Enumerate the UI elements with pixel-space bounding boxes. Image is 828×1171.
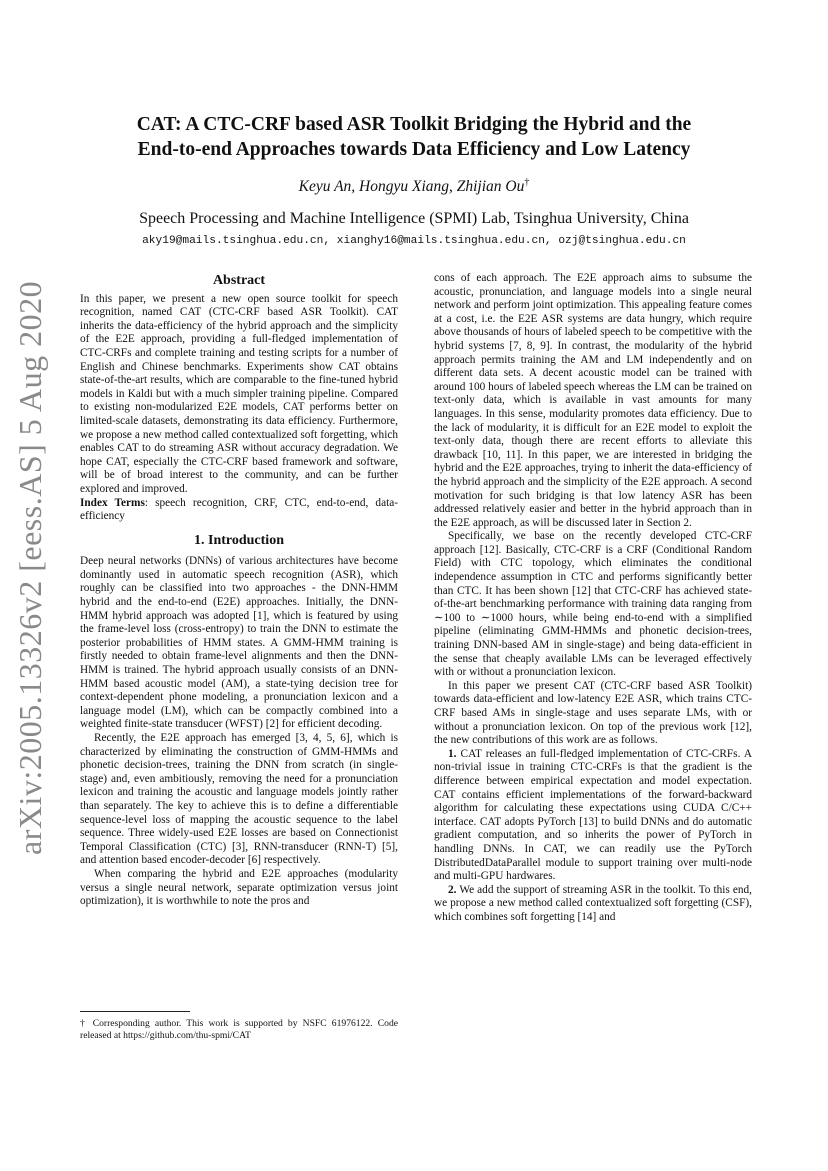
right-paragraph-1: cons of each approach. The E2E approach aims to subsume the acoustic, pronunciation, and language models into a single neural network and perform joint optimization. This appealing feature comes at a cost, i.e. the E2E ASR systems are data hungry, which require above thousands of hours of labeled speech to be competitive with the hybrid systems [7, 8, 9]. In contrast, the modularity of the hybrid approach permits training the AM and LM independently and on different data sets. A decent acoustic model can be trained with around 100 hours of labeled speech whereas the LM can be trained on text-only data, which is available in vast amounts for many languages. In this sense, modularity promotes data efficiency. Due to the lack of modularity, it is difficult for an E2E model to exploit the text-only data, though there are recent efforts to alleviate this drawback [10, 11]. In this paper, we are interested in bridging the hybrid and the E2E approaches, trying to inherit the data-efficiency of the hybrid approach and the simplicity of the E2E approach. A second motivation for such bridging is that low latency ASR has been addressed relatively easier and better in the hybrid approach than in the E2E approach, as will be discussed later in Section 2. xyxy=(434,272,752,529)
contribution-1-text: CAT releases an full-fledged implementation of CTC-CRFs. A non-trivial issue in training CTC-CRFs is that the gradient is the difference between empirical expectation and model expectation. CAT contains efficient implementations of the forward-backward algorithm for calculating these expectations using CUDA C/C++ interface. CAT adopts PyTorch [13] to build DNNs and do automatic gradient computation, and so inherits the power of PyTorch in handling DNNs. In CAT, we can readily use the PyTorch DistributedDataParallel module to support training over multi-node and multi-GPU hardwares. xyxy=(434,747,752,883)
index-terms xyxy=(80,497,398,524)
intro-paragraph-3: When comparing the hybrid and E2E approaches (modularity versus a single neural network, separate optimization versus joint optimization), it is worthwhile to note the pros and xyxy=(80,867,398,908)
author-emails: aky19@mails.tsinghua.edu.cn, xianghy16@mails.tsinghua.edu.cn, ozj@tsinghua.edu.cn xyxy=(142,235,686,247)
abstract-heading: Abstract xyxy=(212,273,266,288)
right-paragraph-2: Specifically, we base on the recently developed CTC-CRF approach [12]. Basically, CTC-CRF is a CRF (Conditional Random Field) with CTC topology, which eliminates the conditional independence assumption in CTC and performs significantly better than CTC. It has been shown [12] that CTC-CRF has achieved state-of-the-art benchmarking performance with training data ranging from ∼100 to ∼1000 hours, while being end-to-end with a simplified pipeline (eliminating GMM-HMMs and phonetic decision-trees, training DNN-based AM in single-stage) and being data-efficient in the sense that cheaply available LMs can be leveraged effectively with or without a pronunciation lexicon. xyxy=(434,530,752,679)
footnote: † Corresponding author. This work is supported by NSFC 61976122. Code released at https://github.com/thu-spmi/CAT xyxy=(80,1018,398,1041)
authors xyxy=(80,177,748,196)
paper-title xyxy=(80,112,748,162)
index-terms-label: Index Terms xyxy=(80,496,145,509)
left-column xyxy=(80,272,398,909)
right-paragraph-3: In this paper we present CAT (CTC-CRF based ASR Toolkit) towards data-efficient and low-latency E2E ASR, which trains CTC-CRF based AMs in single-stage and uses separate LMs, with or without a pronunciation lexicon. On top of the previous work [12], the new contributions of this work are as follows. xyxy=(434,679,752,747)
right-column xyxy=(434,272,752,925)
title-line-2: End-to-end Approaches towards Data Efficiency and Low Latency xyxy=(137,139,691,160)
intro-heading: 1. Introduction xyxy=(194,532,284,548)
contribution-2 xyxy=(434,884,752,925)
arxiv-watermark: arXiv:2005.13326v2 [eess.AS] 5 Aug 2020 xyxy=(12,280,48,855)
intro-paragraph-2: Recently, the E2E approach has emerged [3, 4, 5, 6], which is characterized by eliminating the construction of GMM-HMMs and phonetic decision-trees, training the DNN from scratch (in single-stage) and, even ambitiously, removing the need for a pronunciation lexicon and training the acoustic and language models jointly rather than separately. The key to achieve this is to define a differentiable sequence-level loss of mapping the acoustic sequence to the label sequence. Three widely-used E2E losses are based on Connectionist Temporal Classification (CTC) [3], RNN-transducer (RNN-T) [5], and attention based encoder-decoder [6] respectively. xyxy=(80,732,398,867)
abstract-text: In this paper, we present a new open source toolkit for speech recognition, named CAT (CTC-CRF based ASR Toolkit). CAT inherits the data-efficiency of the hybrid approach and the simplicity of the E2E approach, providing a full-fledged implementation of CTC-CRFs and complete training and testing scripts for a number of English and Chinese benchmarks. Experiments show CAT obtains state-of-the-art results, which are comparable to the fine-tuned hybrid models in Kaldi but with a much simpler training pipeline. Compared to existing non-modularized E2E models, CAT performs better on limited-scale datasets, demonstrating its data efficiency. Furthermore, we propose a new method called contextualized soft forgetting, which enables CAT to do streaming ASR without accuracy degradation. We hope CAT, especially the CTC-CRF based framework and software, will be of broad interest to the community, and can be further explored and improved. xyxy=(80,292,398,495)
author-names: Keyu An, Hongyu Xiang, Zhijian Ou xyxy=(298,178,525,196)
footnote-rule xyxy=(80,1011,190,1012)
affiliation: Speech Processing and Machine Intelligence (SPMI) Lab, Tsinghua University, China xyxy=(139,210,689,227)
intro-paragraph-1: Deep neural networks (DNNs) of various architectures have become dominantly used in automatic speech recognition (ASR), which roughly can be classified into two approaches - the DNN-HMM hybrid and the end-to-end (E2E) approaches. Initially, the DNN-HMM hybrid approach was adopted [1], which is featured by using the frame-level loss (cross-entropy) to train the DNN to estimate the posterior probabilities of HMM states. A GMM-HMM training is firstly needed to obtain frame-level alignments and then the DNN-HMM is trained. The hybrid approach usually consists of an DNN-HMM based acoustic model (AM), a state-tying decision tree for context-dependent phone modeling, a pronunciation lexicon and a language model (LM), which can be compactly combined into a weighted finite-state transducer (WFST) [2] for efficient decoding. xyxy=(80,555,398,731)
contribution-1-number: 1. xyxy=(448,747,457,760)
contribution-1 xyxy=(434,748,752,884)
contribution-2-text: We add the support of streaming ASR in the toolkit. To this end, we propose a new method called contextualized soft forgetting (CSF), which combines soft forgetting [14] and xyxy=(434,883,752,923)
title-line-1: CAT: A CTC-CRF based ASR Toolkit Bridging the Hybrid and the xyxy=(136,114,692,135)
author-footnote-mark: † xyxy=(524,177,530,188)
contribution-2-number: 2. xyxy=(448,883,457,896)
index-terms-text: : speech recognition, CRF, CTC, end-to-end, data-efficiency xyxy=(80,496,398,523)
